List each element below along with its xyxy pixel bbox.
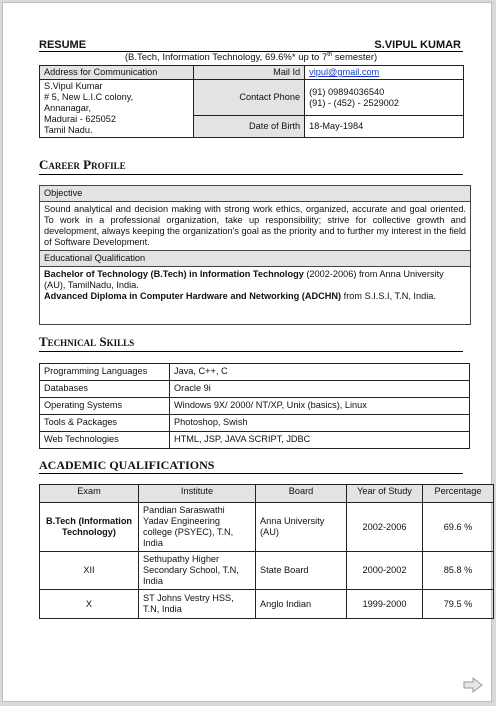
- board-cell: Anna University (AU): [256, 503, 347, 552]
- edu-label: Educational Qualification: [40, 250, 470, 267]
- skill-label: Programming Languages: [40, 364, 170, 381]
- col-exam: Exam: [40, 485, 139, 503]
- dob-label: Date of Birth: [193, 116, 304, 138]
- skill-label: Tools & Packages: [40, 415, 170, 432]
- mail-cell: [305, 66, 464, 80]
- dob-value: 18-May-1984: [305, 116, 464, 138]
- institute-cell: ST Johns Vestry HSS, T.N, India: [139, 590, 256, 619]
- career-box: [39, 185, 471, 325]
- address-line: # 5, New L.I.C colony,: [44, 92, 134, 102]
- mail-label: Mail Id: [193, 66, 304, 80]
- exam-cell: XII: [40, 552, 139, 590]
- address-line: Tamil Nadu.: [44, 125, 93, 135]
- career-heading: Career Profile: [39, 157, 126, 172]
- resume-page: [2, 2, 492, 702]
- col-year: Year of Study: [347, 485, 423, 503]
- exam-cell: B.Tech (Information Technology): [40, 503, 139, 552]
- col-percentage: Percentage: [423, 485, 494, 503]
- table-row: [40, 398, 470, 415]
- edu-item: Advanced Diploma in Computer Hardware and Networking (ADCHN) from S.I.S.I, T.N, India.: [44, 291, 436, 301]
- percentage-cell: 69.6 %: [423, 503, 494, 552]
- skill-value: Java, C++, C: [170, 364, 470, 381]
- address-cell: [40, 80, 194, 138]
- percentage-cell: 79.5 %: [423, 590, 494, 619]
- skill-label: Databases: [40, 381, 170, 398]
- arrow-right-icon[interactable]: [462, 676, 484, 694]
- skill-value: Windows 9X/ 2000/ NT/XP, Unix (basics), Linux: [170, 398, 470, 415]
- edu-item: Bachelor of Technology (B.Tech) in Information Technology (2002-2006) from Anna University (AU), TamilNadu, India.: [44, 269, 444, 290]
- academic-heading: ACADEMIC QUALIFICATIONS: [39, 458, 215, 472]
- percentage-cell: 85.8 %: [423, 552, 494, 590]
- institute-cell: Sethupathy Higher Secondary School, T.N, India: [139, 552, 256, 590]
- candidate-name: S.VIPUL KUMAR: [374, 39, 461, 51]
- table-row: [40, 381, 470, 398]
- table-row: [40, 415, 470, 432]
- year-cell: 1999-2000: [347, 590, 423, 619]
- academic-table: [39, 484, 494, 619]
- year-cell: 2002-2006: [347, 503, 423, 552]
- year-cell: 2000-2002: [347, 552, 423, 590]
- board-cell: Anglo Indian: [256, 590, 347, 619]
- address-line: Madurai - 625052: [44, 114, 117, 124]
- table-row: [40, 552, 494, 590]
- phone-cell: [305, 80, 464, 116]
- col-institute: Institute: [139, 485, 256, 503]
- institute-cell: Pandian Saraswathi Yadav Engineering college (PSYEC), T.N, India: [139, 503, 256, 552]
- skill-label: Operating Systems: [40, 398, 170, 415]
- skills-table: [39, 363, 470, 449]
- phone-label: Contact Phone: [193, 80, 304, 116]
- contact-table: [39, 65, 464, 138]
- phone-line: (91) - (452) - 2529002: [309, 97, 400, 108]
- degree-subtitle: (B.Tech, Information Technology, 69.6%* up to 7th semester): [124, 52, 378, 64]
- edu-text: [40, 267, 470, 304]
- resume-title: RESUME: [39, 39, 87, 51]
- skill-value: HTML, JSP, JAVA SCRIPT, JDBC: [170, 432, 470, 449]
- skills-heading: Technical Skills: [39, 334, 135, 349]
- table-header-row: [40, 485, 494, 503]
- table-row: [40, 590, 494, 619]
- board-cell: State Board: [256, 552, 347, 590]
- table-row: [40, 432, 470, 449]
- career-rule: [39, 174, 463, 175]
- table-row: [40, 503, 494, 552]
- academic-rule: [39, 473, 463, 474]
- exam-cell: X: [40, 590, 139, 619]
- skill-value: Oracle 9i: [170, 381, 470, 398]
- table-row: [40, 364, 470, 381]
- skills-rule: [39, 351, 463, 352]
- mail-link[interactable]: vipul@gmail.com: [309, 67, 380, 77]
- objective-text: Sound analytical and decision making with strong work ethics, organized, accurate and goal oriented. To work in a professional organization, take up responsibility; strive for collective growth and development, always keeping the organization's goal as the priority and to further my interest in the field of Software Development.: [44, 204, 466, 247]
- objective-label: Objective: [40, 186, 470, 202]
- address-line: S.Vipul Kumar: [44, 81, 103, 91]
- address-line: Annanagar,: [44, 103, 92, 113]
- phone-line: (91) 09894036540: [309, 86, 385, 97]
- address-label: Address for Communication: [40, 66, 194, 80]
- col-board: Board: [256, 485, 347, 503]
- skill-value: Photoshop, Swish: [170, 415, 470, 432]
- skill-label: Web Technologies: [40, 432, 170, 449]
